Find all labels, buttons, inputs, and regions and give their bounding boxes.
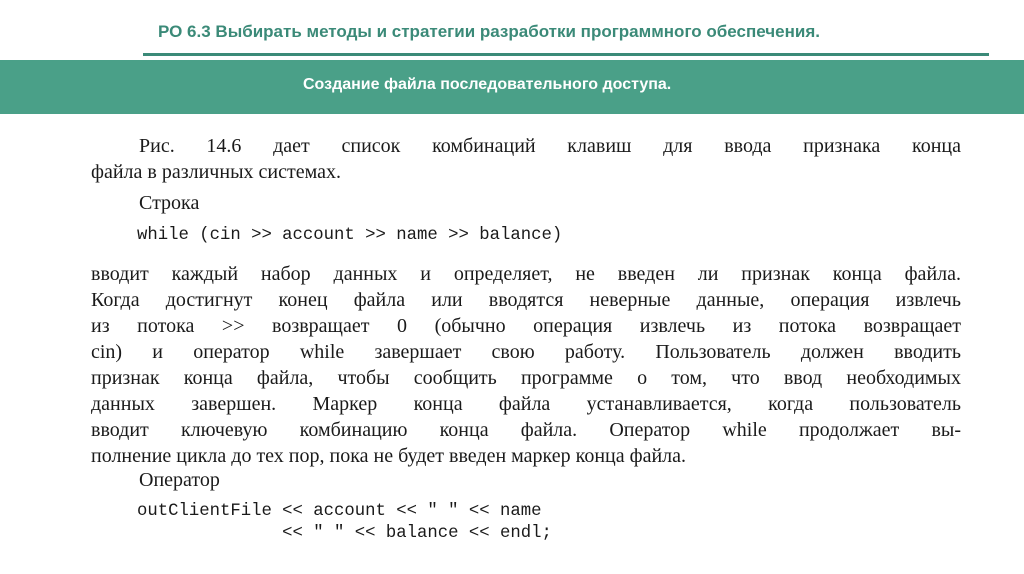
paragraph-line: Когда достигнут конец файла или вводятся неверные данные, операция извлечь [91, 289, 961, 311]
code-output-line: outClientFile << account << " " << name [137, 502, 542, 521]
intro-line: файла в различных системах. [91, 161, 341, 183]
scanned-text-block [91, 125, 971, 565]
stroka-label: Строка [139, 192, 200, 214]
paragraph-line: cin) и оператор while завершает свою работу. Пользователь должен вводить [91, 341, 961, 363]
page-title: РО 6.3 Выбирать методы и стратегии разработки программного обеспечения. [158, 22, 820, 41]
paragraph-line: признак конца файла, чтобы сообщить программе о том, что ввод необходимых [91, 367, 961, 389]
code-while: while (cin >> account >> name >> balance) [137, 226, 563, 245]
paragraph-line: вводит ключевую комбинацию конца файла. Оператор while продолжает вы- [91, 419, 961, 441]
title-divider [143, 53, 989, 56]
paragraph-line: из потока >> возвращает 0 (обычно операция извлечь из потока возвращает [91, 315, 961, 337]
code-output-line: << " " << balance << endl; [137, 524, 552, 543]
paragraph-line: вводит каждый набор данных и определяет, не введен ли признак конца файла. [91, 263, 961, 285]
paragraph-line: данных завершен. Маркер конца файла устанавливается, когда пользователь [91, 393, 961, 415]
operator-label: Оператор [139, 469, 220, 491]
intro-line: Рис. 14.6 дает список комбинаций клавиш для ввода признака конца [139, 135, 961, 157]
section-subtitle: Создание файла последовательного доступа. [303, 76, 672, 93]
paragraph-line: полнение цикла до тех пор, пока не будет введен маркер конца файла. [91, 445, 687, 467]
